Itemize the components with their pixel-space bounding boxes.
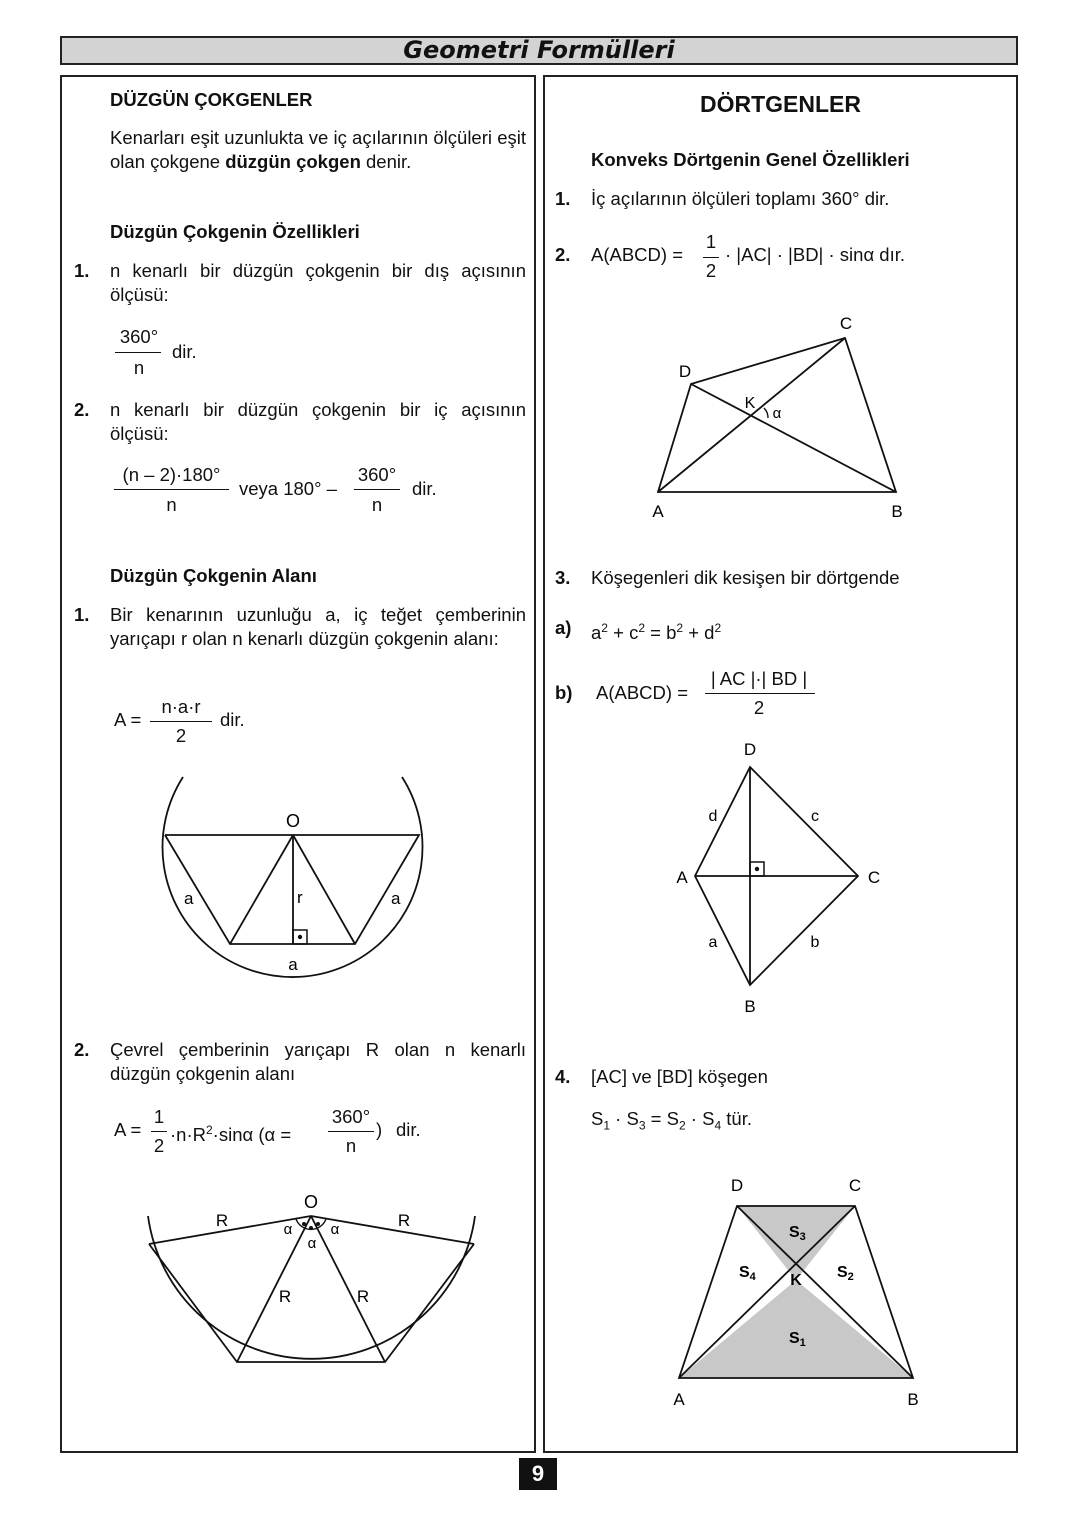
- label-a: a: [708, 934, 718, 951]
- label-R: R: [278, 1287, 292, 1306]
- frac-den: 2: [153, 1135, 165, 1156]
- frac-den: n: [133, 357, 145, 378]
- label-r: r: [297, 888, 303, 907]
- label-b: b: [810, 934, 820, 951]
- label-C: C: [867, 868, 881, 887]
- formula-lhs: A(ABCD) =: [591, 244, 684, 265]
- area-heading: Düzgün Çokgenin Alanı: [110, 565, 317, 586]
- frac-num: 360°: [357, 464, 397, 485]
- page-title-banner: [60, 36, 1018, 65]
- frac-line: [705, 693, 815, 694]
- formula-suffix: dir.: [172, 341, 197, 362]
- label-B: B: [744, 997, 756, 1016]
- right-column: [543, 75, 1018, 1453]
- item-number: 3.: [555, 567, 571, 588]
- label-a-bottom: a: [288, 955, 298, 974]
- formula-suffix: dir.: [396, 1119, 421, 1140]
- perpendicular-diagonals-figure: [545, 737, 1016, 1017]
- label-C: C: [848, 1176, 862, 1195]
- label-K: K: [790, 1272, 802, 1289]
- formula-middle: veya 180° –: [239, 478, 337, 499]
- item-number: 4.: [555, 1066, 571, 1087]
- label-A: A: [673, 1390, 685, 1409]
- frac-line: [328, 1131, 374, 1132]
- frac-line: [354, 489, 400, 490]
- label-R: R: [397, 1211, 411, 1230]
- frac-num: (n – 2)·180°: [122, 464, 221, 485]
- frac-den: 2: [753, 697, 765, 718]
- item-text: [AC] ve [BD] köşegen: [591, 1066, 768, 1087]
- label-c: c: [811, 808, 819, 825]
- frac-line: [150, 721, 212, 722]
- properties-heading: Düzgün Çokgenin Özellikleri: [110, 221, 360, 242]
- frac-line: [115, 352, 161, 353]
- label-S3: S3: [789, 1224, 806, 1243]
- frac-num: 360°: [331, 1106, 371, 1127]
- prop-text: n kenarlı bir düzgün çokgenin bir iç açısının ölçüsü:: [110, 399, 526, 444]
- frac-den: n: [345, 1135, 357, 1156]
- label-S4: S4: [739, 1264, 756, 1283]
- circumcircle-polygon-figure: [62, 1182, 538, 1472]
- frac-num: 360°: [119, 326, 159, 347]
- area-item-number: 2.: [74, 1039, 90, 1060]
- prop-number: 1.: [74, 260, 90, 281]
- formula-suffix: dir.: [220, 709, 245, 730]
- label-A: A: [652, 502, 664, 521]
- label-a-right: a: [391, 889, 401, 908]
- frac-line: [151, 1131, 167, 1132]
- item-number: 1.: [555, 188, 571, 209]
- formula-rhs: · |AC| · |BD| · sinα dır.: [725, 244, 905, 265]
- area-item-text: Çevrel çemberinin yarıçapı R olan n kenarlı düzgün çokgenin alanı: [110, 1039, 526, 1084]
- left-column: [60, 75, 536, 1453]
- item-text: Köşegenleri dik kesişen bir dörtgende: [591, 567, 900, 588]
- label-K: K: [744, 395, 756, 412]
- section-heading-quadrilaterals: DÖRTGENLER: [700, 91, 861, 117]
- frac-den: n: [166, 494, 177, 515]
- label-S1: S1: [789, 1330, 806, 1349]
- page-title: Geometri Formülleri: [403, 36, 675, 64]
- label-B: B: [907, 1390, 919, 1409]
- convex-properties-heading: Konveks Dörtgenin Genel Özellikleri: [591, 149, 910, 170]
- label-a-left: a: [184, 889, 194, 908]
- shaded-region-s1: [679, 1280, 913, 1378]
- item-text: İç açılarının ölçüleri toplamı 360° dir.: [591, 188, 890, 209]
- area-item-number: 1.: [74, 604, 90, 625]
- label-O: O: [303, 1192, 319, 1212]
- sub-item-label: a): [555, 617, 572, 638]
- frac-den: n: [371, 494, 383, 515]
- label-D: D: [730, 1176, 744, 1195]
- frac-line: [114, 489, 229, 490]
- prop-number: 2.: [74, 399, 90, 420]
- area-product-formula: $S_1 \cdot S_3 = S_2 \cdot S_4$ tür.: [591, 1108, 752, 1133]
- frac-line: [703, 257, 719, 258]
- label-B: B: [891, 502, 903, 521]
- intro-bold-term: düzgün çokgen: [225, 151, 361, 172]
- label-D: D: [678, 362, 692, 381]
- sub-item-label: b): [555, 682, 573, 703]
- frac-den: 2: [705, 260, 717, 281]
- prop-text: n kenarlı bir düzgün çokgenin bir dış açısının ölçüsü:: [110, 260, 526, 305]
- label-alpha: α: [283, 1221, 293, 1238]
- label-C: C: [839, 314, 853, 333]
- label-S2: S2: [837, 1264, 854, 1283]
- incircle-polygon-figure: [62, 767, 538, 1027]
- pythagoras-formula: $a^2 + c^2 = b^2 + d^2$: [591, 621, 722, 644]
- formula-lhs: A(ABCD) =: [596, 682, 689, 703]
- diagonal-areas-figure: [545, 1167, 1016, 1417]
- label-O: O: [285, 811, 301, 831]
- label-A: A: [676, 868, 688, 887]
- area-item-text: Bir kenarının uzunluğu a, iç teğet çemberinin yarıçapı r olan n kenarlı düzgün çokgenin alanı:: [110, 604, 526, 649]
- formula-body: $\cdot n\cdot R^2\cdot\sin\alpha$ (α =: [170, 1123, 292, 1146]
- intro-paragraph: Kenarları eşit uzunlukta ve iç açılarının ölçüleri eşit olan çokgene düzgün çokgen denir.: [110, 127, 526, 172]
- section-heading-regular-polygons: DÜZGÜN ÇOKGENLER: [110, 89, 313, 110]
- formula-lhs: A =: [114, 709, 142, 730]
- frac-num: | AC |·| BD |: [710, 668, 808, 689]
- page-number: 9: [519, 1458, 557, 1490]
- label-d: d: [708, 808, 718, 825]
- formula-close: ): [376, 1119, 383, 1140]
- label-alpha: α: [307, 1235, 317, 1252]
- formula-lhs: A =: [114, 1119, 142, 1140]
- frac-num: 1: [705, 231, 717, 252]
- label-D: D: [743, 740, 757, 759]
- item-number: 2.: [555, 244, 571, 265]
- label-R: R: [356, 1287, 370, 1306]
- frac-den: 2: [175, 725, 187, 746]
- frac-num: n·a·r: [161, 696, 201, 717]
- convex-quadrilateral-figure: [545, 312, 1016, 522]
- label-alpha: α: [772, 405, 782, 422]
- label-alpha: α: [330, 1221, 340, 1238]
- frac-num: 1: [153, 1106, 165, 1127]
- formula-suffix: dir.: [412, 478, 437, 499]
- label-R: R: [215, 1211, 229, 1230]
